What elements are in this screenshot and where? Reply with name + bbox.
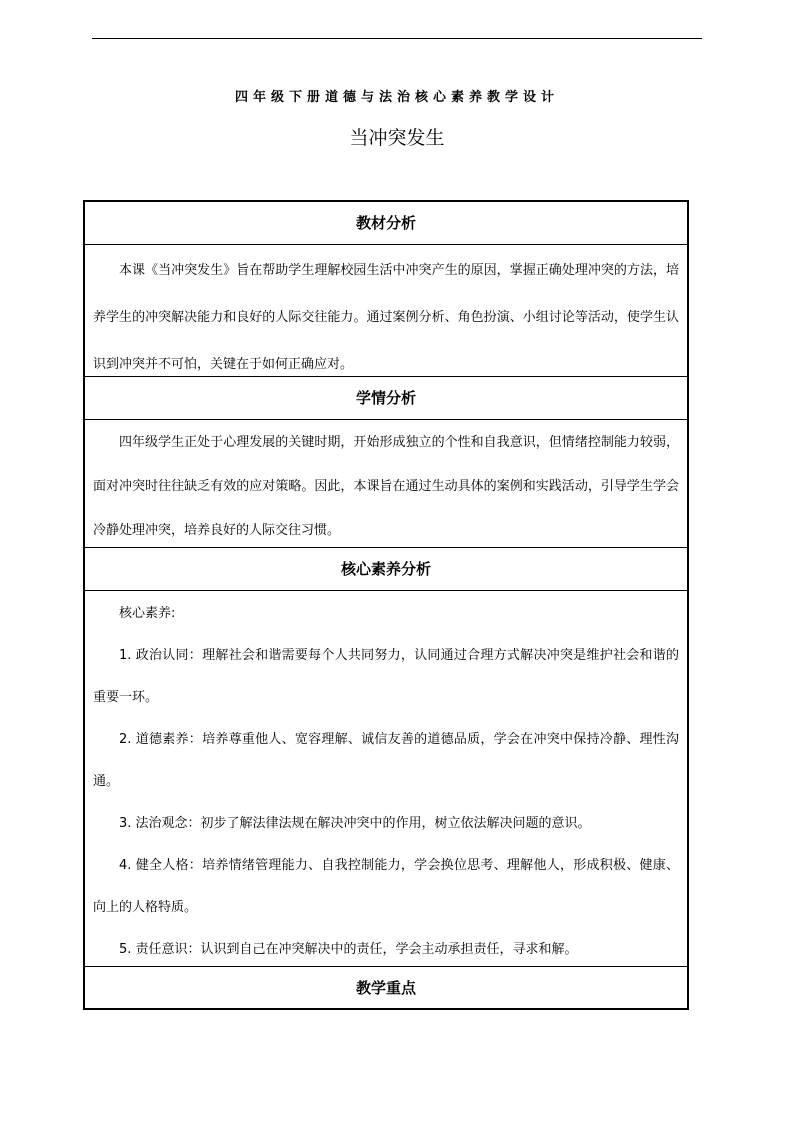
student-analysis-text: 四年级学生正处于心理发展的关键时期，开始形成独立的个性和自我意识，但情绪控制能力较弱，面对冲突时往往缺乏有效的应对策略。因此，本课旨在通过生动具体的案例和实践活动，引导学生学会冷静处理冲突，培养良好的人际交往习惯。 [93,435,679,538]
core-literacy-section [85,591,687,967]
core-literacy-item: 3. 法治观念：初步了解法律法规在解决冲突中的作用，树立依法解决问题的意识。 [119,816,591,831]
core-literacy-intro: 核心素养: [119,606,176,621]
core-literacy-heading: 核心素养分析 [85,548,687,591]
lesson-plan-table [83,200,689,1010]
core-literacy-item: 1. 政治认同：理解社会和谐需要每个人共同努力，认同通过合理方式解决冲突是维护社会和谐的重要一环。 [93,648,679,705]
core-literacy-item: 2. 道德素养：培养尊重他人、宽容理解、诚信友善的道德品质，学会在冲突中保持冷静、理性沟通。 [93,732,679,789]
core-literacy-item: 4. 健全人格：培养情绪管理能力、自我控制能力，学会换位思考、理解他人，形成积极、健康、向上的人格特质。 [93,858,679,915]
material-analysis-text: 本课《当冲突发生》旨在帮助学生理解校园生活中冲突产生的原因，掌握正确处理冲突的方法，培养学生的冲突解决能力和良好的人际交往能力。通过案例分析、角色扮演、小组讨论等活动，使学生认识到冲突并不可怕，关键在于如何正确应对。 [93,263,679,372]
student-analysis-heading: 学情分析 [85,377,687,420]
lesson-title: 当冲突发生 [349,127,445,149]
material-analysis-heading: 教材分析 [85,202,687,245]
material-analysis-section [85,245,687,377]
header-rule [92,38,702,39]
student-analysis-section [85,420,687,548]
teaching-focus-heading: 教学重点 [355,979,416,997]
document-title: 四年级下册道德与法治核心素养教学设计 [234,90,559,105]
core-literacy-item: 5. 责任意识：认识到自己在冲突解决中的责任，学会主动承担责任，寻求和解。 [119,942,578,957]
